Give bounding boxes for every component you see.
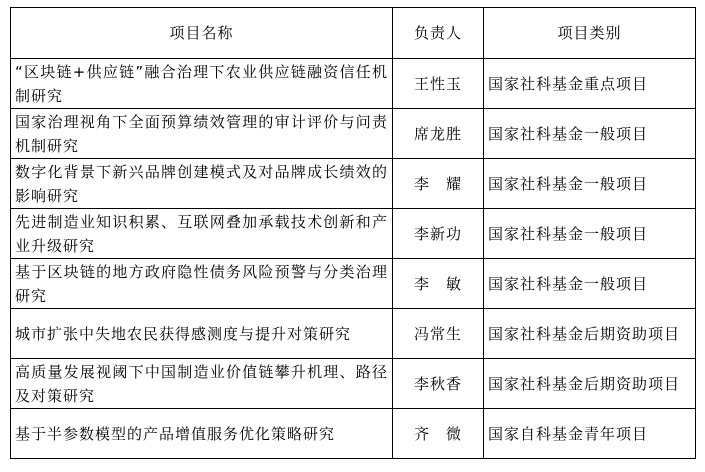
table-row bbox=[11, 309, 696, 359]
project-type-cell: 国家社科基金后期资助项目 bbox=[484, 359, 696, 409]
project-type-cell: 国家社科基金重点项目 bbox=[484, 59, 696, 109]
project-type-cell: 国家社科基金一般项目 bbox=[484, 259, 696, 309]
leader-cell: 李 耀 bbox=[393, 159, 484, 209]
leader-cell: 王性玉 bbox=[393, 59, 484, 109]
table-row bbox=[11, 359, 696, 409]
header-leader: 负责人 bbox=[393, 8, 484, 59]
project-name-cell: 先进制造业知识积累、互联网叠加承载技术创新和产业升级研究 bbox=[11, 209, 393, 259]
project-type-cell: 国家社科基金一般项目 bbox=[484, 109, 696, 159]
table-row bbox=[11, 109, 696, 159]
table-row bbox=[11, 209, 696, 259]
table-header bbox=[11, 8, 696, 59]
header-project-name: 项目名称 bbox=[11, 8, 393, 59]
table-row bbox=[11, 409, 696, 459]
project-table bbox=[10, 7, 696, 459]
header-project-type: 项目类别 bbox=[484, 8, 696, 59]
project-name-cell: 数字化背景下新兴品牌创建模式及对品牌成长绩效的影响研究 bbox=[11, 159, 393, 209]
leader-cell: 李秋香 bbox=[393, 359, 484, 409]
leader-cell: 席龙胜 bbox=[393, 109, 484, 159]
project-type-cell: 国家社科基金后期资助项目 bbox=[484, 309, 696, 359]
project-type-cell: 国家社科基金一般项目 bbox=[484, 159, 696, 209]
table-row bbox=[11, 259, 696, 309]
project-name-cell: “区块链+供应链”融合治理下农业供应链融资信任机制研究 bbox=[11, 59, 393, 109]
leader-cell: 李 敏 bbox=[393, 259, 484, 309]
project-type-cell: 国家自科基金青年项目 bbox=[484, 409, 696, 459]
table-body bbox=[11, 59, 696, 459]
project-name-cell: 高质量发展视阈下中国制造业价值链攀升机理、路径及对策研究 bbox=[11, 359, 393, 409]
project-name-cell: 基于半参数模型的产品增值服务优化策略研究 bbox=[11, 409, 393, 459]
leader-cell: 李新功 bbox=[393, 209, 484, 259]
project-type-cell: 国家社科基金一般项目 bbox=[484, 209, 696, 259]
project-name-cell: 城市扩张中失地农民获得感测度与提升对策研究 bbox=[11, 309, 393, 359]
table-row bbox=[11, 59, 696, 109]
project-name-cell: 国家治理视角下全面预算绩效管理的审计评价与问责机制研究 bbox=[11, 109, 393, 159]
leader-cell: 冯常生 bbox=[393, 309, 484, 359]
header-row bbox=[11, 8, 696, 59]
leader-cell: 齐 微 bbox=[393, 409, 484, 459]
table-row bbox=[11, 159, 696, 209]
project-name-cell: 基于区块链的地方政府隐性债务风险预警与分类治理研究 bbox=[11, 259, 393, 309]
